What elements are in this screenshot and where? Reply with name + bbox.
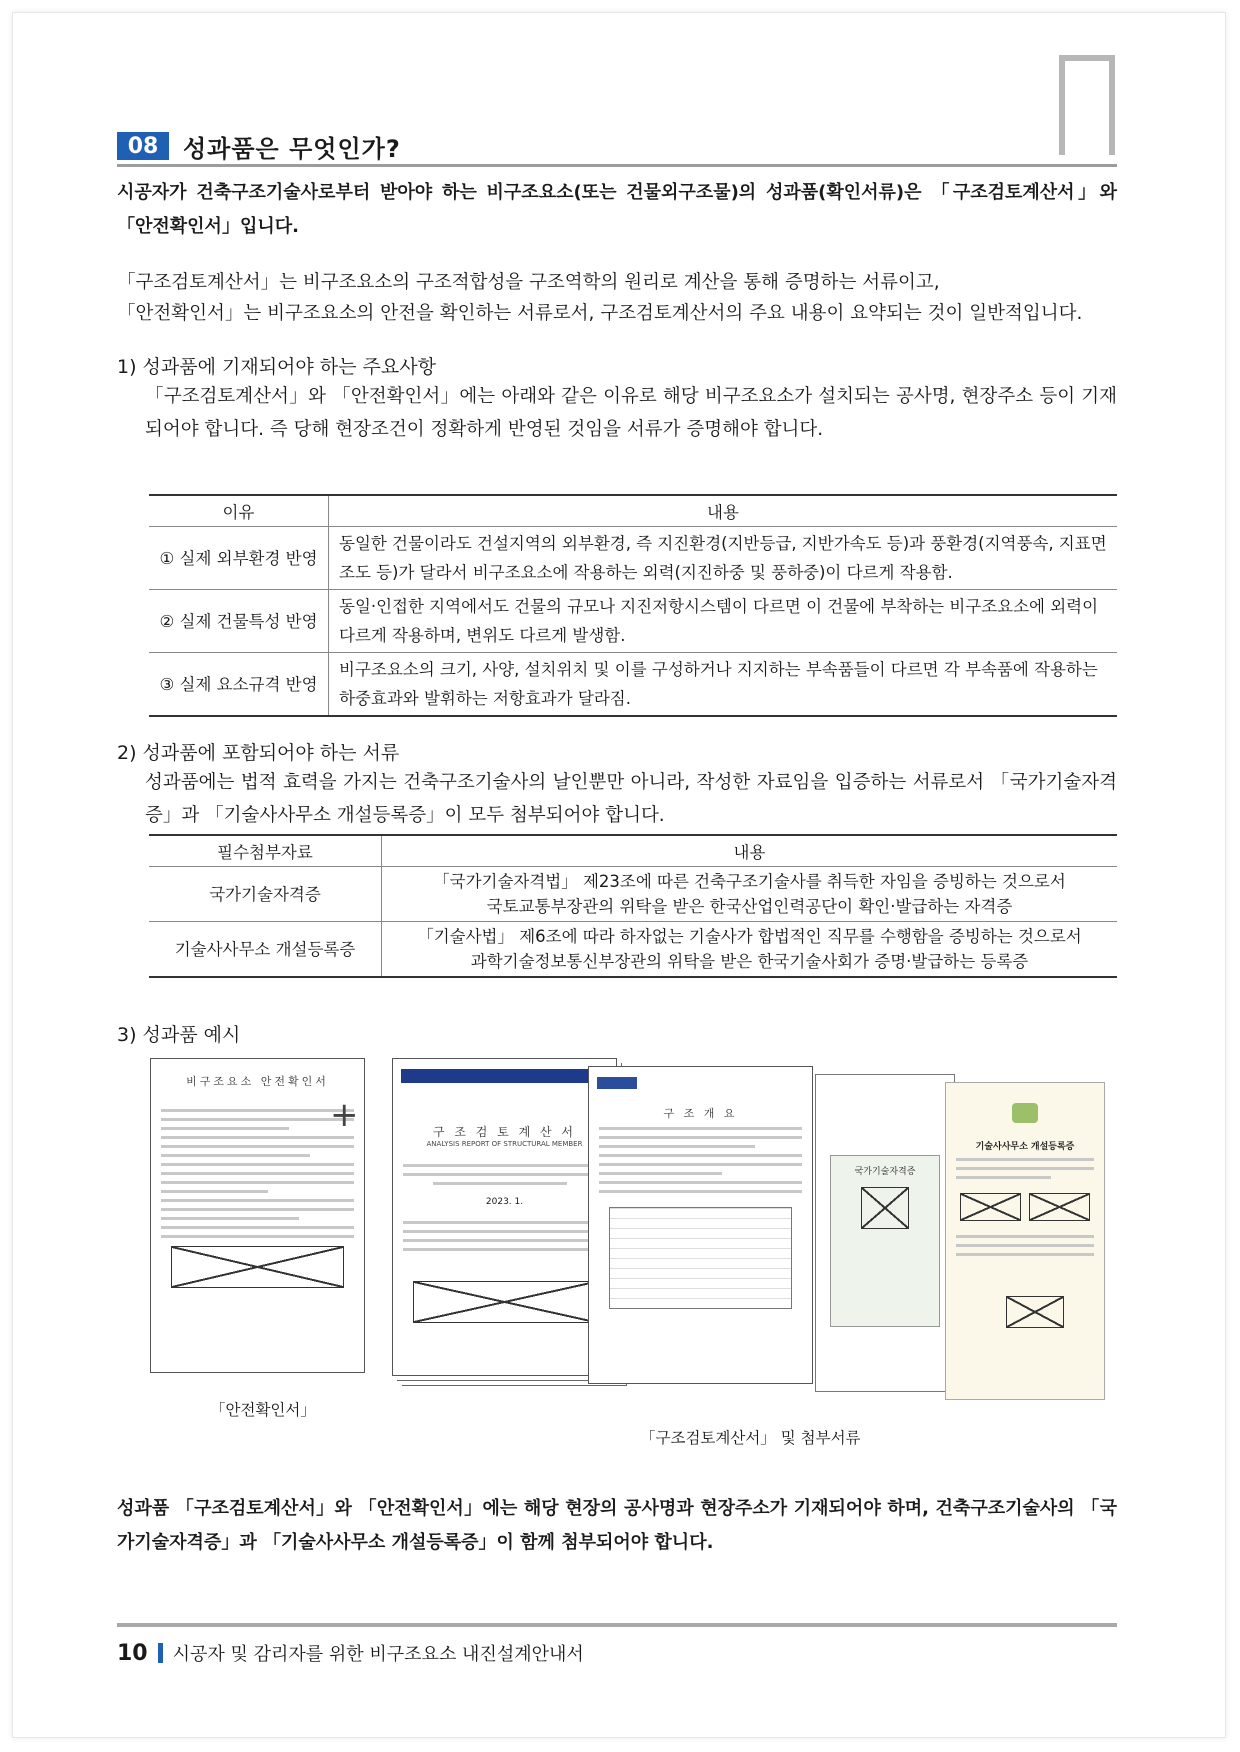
intro-bold: 시공자가 건축구조기술사로부터 받아야 하는 비구조요소(또는 건물외구조물)의 성과품(확인서류)은 「구조검토계산서」와 「안전확인서」입니다. [117, 182, 1117, 237]
footer-title: 시공자 및 감리자를 위한 비구조요소 내진설계안내서 [172, 1644, 584, 1665]
photo-box [861, 1187, 909, 1229]
thumb-title: 기술사사무소 개설등록증 [975, 1142, 1075, 1152]
footer-accent-bar [158, 1643, 163, 1663]
national-license-thumbnail [815, 1074, 955, 1392]
thumb-title: 국가기술자격증 [854, 1167, 916, 1177]
thumb-title: 구 조 검 토 계 산 서 [432, 1125, 577, 1139]
table-row [149, 867, 1117, 922]
seal-box [171, 1246, 344, 1288]
table-cell-content: 동일한 건물이라도 건설지역의 외부환경, 즉 지진환경(지반등급, 지반가속도 등)과 풍환경(지역풍속, 지표면조도 등)가 달라서 비구조요소에 작용하는 외력(지진하중 및 풍하중)이 다르게 작용함. [329, 527, 1118, 590]
caption-safety-certificate: 「안전확인서」 [210, 1401, 316, 1419]
section-number: 08 [117, 132, 169, 160]
content-line: 국토교통부장관의 위탁을 받은 한국산업인력공단이 확인·발급하는 자격증 [486, 897, 1013, 916]
table-cell-content: 비구조요소의 크기, 사양, 설치위치 및 이를 구성하거나 지지하는 부속품들이 다르면 각 부속품에 작용하는 하중효과와 발휘하는 저항효과가 달라짐. [329, 653, 1118, 717]
content-line: 「기술사법」 제6조에 따라 하자없는 기술사가 합법적인 직무를 수행함을 증빙하는 것으로서 [417, 927, 1082, 946]
table-row [149, 922, 1117, 978]
reasons-table [149, 494, 1117, 717]
table-header: 이유 [149, 495, 329, 527]
intro-line-2: 「안전확인서」는 비구조요소의 안전을 확인하는 서류로서, 구조검토계산서의 주요 내용이 요약되는 것이 일반적입니다. [117, 303, 1083, 324]
seal-box [413, 1281, 596, 1323]
table-cell-reason: ① 실제 외부환경 반영 [149, 527, 329, 590]
caption-calculation-report: 「구조검토계산서」 및 첨부서류 [640, 1429, 861, 1447]
part2-title: 2) 성과품에 포함되어야 하는 서류 [117, 742, 400, 764]
thumb-subtitle: ANALYSIS REPORT OF STRUCTURAL MEMBER [426, 1140, 583, 1148]
table-cell-doc: 기술사사무소 개설등록증 [149, 922, 382, 978]
table-cell-content [382, 922, 1118, 978]
footer-rule [117, 1623, 1117, 1627]
thumb-date: 2023. 1. [485, 1197, 524, 1207]
conclusion: 성과품 「구조검토계산서」와 「안전확인서」에는 해당 현장의 공사명과 현장주소가 기재되어야 하며, 건축구조기술사의 「국가기술자격증」과 「기술사사무소 개설등록증」이 함께 첨부되어야 합니다. [117, 1498, 1117, 1553]
thumb-title: 구 조 개 요 [663, 1107, 738, 1120]
part1-title: 1) 성과품에 기재되어야 하는 주요사항 [117, 356, 436, 378]
structural-summary-thumbnail [588, 1066, 813, 1384]
plus-sign: + [330, 1095, 359, 1135]
table-cell-reason: ③ 실제 요소규격 반영 [149, 653, 329, 717]
seal-box [1006, 1296, 1064, 1328]
part3-title: 3) 성과품 예시 [117, 1024, 241, 1046]
intro-line-1: 「구조검토계산서」는 비구조요소의 구조적합성을 구조역학의 원리로 계산을 통해 증명하는 서류이고, [117, 272, 940, 293]
section-header [117, 131, 1117, 161]
table-cell-content: 동일·인접한 지역에서도 건물의 규모나 지진저항시스템이 다르면 이 건물에 부착하는 비구조요소에 외력이 다르게 작용하며, 변위도 다르게 발생함. [329, 590, 1118, 653]
section-title: 성과품은 무엇인가? [183, 134, 401, 163]
page-number: 10 [117, 1640, 148, 1666]
table-header: 필수첨부자료 [149, 835, 382, 867]
table-cell-content [382, 867, 1118, 922]
footer [117, 1640, 584, 1666]
thumb-title: 비구조요소 안전확인서 [186, 1075, 329, 1088]
content-line: 과학기술정보통신부장관의 위탁을 받은 한국기술사회가 증명·발급하는 등록증 [470, 952, 1029, 971]
part2-body: 성과품에는 법적 효력을 가지는 건축구조기술사의 날인뿐만 아니라, 작성한 자료임을 입증하는 서류로서 「국가기술자격증」과 「기술사사무소 개설등록증」이 모두 첨부되어야 합니다. [145, 772, 1117, 826]
part1-body: 「구조검토계산서」와 「안전확인서」에는 아래와 같은 이유로 해당 비구조요소가 설치되는 공사명, 현장주소 등이 기재되어야 합니다. 즉 당해 현장조건이 정확하게 반영된 것임을 서류가 증명해야 합니다. [145, 386, 1117, 440]
table-header: 내용 [329, 495, 1118, 527]
content-line: 「국가기술자격법」 제23조에 따른 건축구조기술사를 취득한 자임을 증빙하는 것으로서 [433, 872, 1066, 891]
documents-table [149, 834, 1117, 978]
table-row [149, 653, 1117, 717]
table-row [149, 527, 1117, 590]
header-rule [117, 164, 1117, 167]
table-row [149, 590, 1117, 653]
table-cell-doc: 국가기술자격증 [149, 867, 382, 922]
table-header: 내용 [382, 835, 1118, 867]
calculation-report-thumbnail [392, 1058, 617, 1376]
table-cell-reason: ② 실제 건물특성 반영 [149, 590, 329, 653]
office-registration-thumbnail [945, 1082, 1105, 1400]
